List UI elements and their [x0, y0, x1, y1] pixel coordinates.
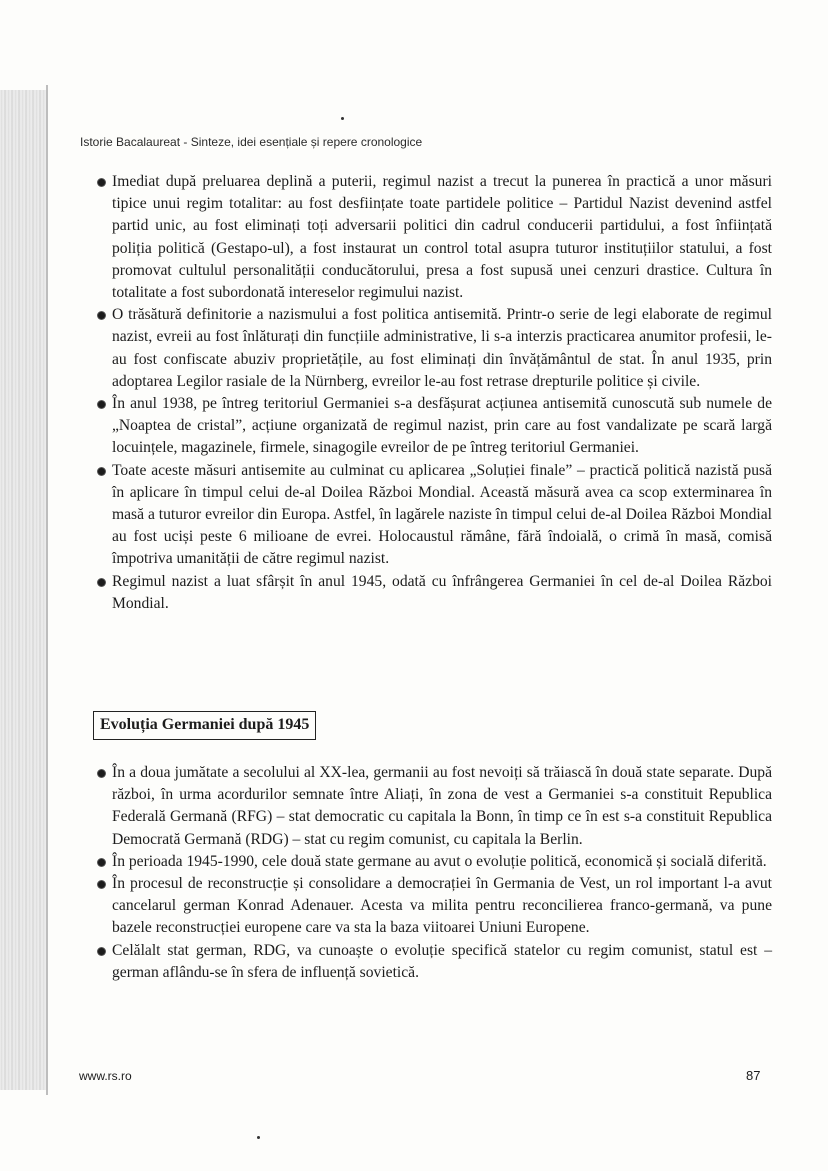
- scan-speck: [341, 117, 344, 120]
- section-post-1945: [96, 762, 772, 984]
- bullet-icon: [98, 468, 105, 475]
- list-item: [96, 873, 772, 940]
- paragraph-text: În anul 1938, pe întreg teritoriul Germaniei s-a desfășurat acțiunea antisemită cunoscută sub numele de „Noaptea de cristal”, acțiune organizată de regimul nazist, prin care au fost vandalizate pe scară largă locuințele, magazinele, firmele, sinagogile evreilor de pe întreg teritoriul Germaniei.: [112, 395, 772, 457]
- list-item: [96, 304, 772, 393]
- list-item: [96, 393, 772, 460]
- bullet-icon: [98, 881, 105, 888]
- paragraph-text: În a doua jumătate a secolului al XX-lea, germanii au fost nevoiți să trăiască în două state separate. După război, în urma acordurilor semnate între Aliați, în zona de vest a Germaniei s-a constituit Republica Federală Germană (RFG) – stat democratic cu capitala la Bonn, în timp ce în est s-a constituit Republica Democrată Germană (RDG) – stat cu regim comunist, cu capitala la Berlin.: [112, 764, 772, 848]
- paragraph-text: Regimul nazist a luat sfârșit în anul 1945, odată cu înfrângerea Germaniei în cel de-al Doilea Război Mondial.: [112, 572, 772, 612]
- bullet-icon: [98, 948, 105, 955]
- list-item: [96, 762, 772, 851]
- paragraph-text: O trăsătură definitorie a nazismului a fost politica antisemită. Printr-o serie de legi elaborate de regimul nazist, evreii au fost înlăturați din funcțiile administrative, li s-a interzis practicarea anumitor profesii, le-au fost confiscate abuziv proprietățile, au fost eliminați din învățământul de stat. În anul 1935, prin adoptarea Legilor rasiale de la Nürnberg, evreilor le-au fost retrase drepturile politice și civile.: [112, 306, 772, 390]
- list-item: [96, 571, 772, 615]
- paragraph-text: Toate aceste măsuri antisemite au culminat cu aplicarea „Soluției finale” – practică politică nazistă pusă în aplicare în timpul celui de-al Doilea Război Mondial. Această măsură avea ca scop exterminarea în masă a tuturor evreilor din Europa. Astfel, în lagărele naziste în timpul celui de-al Doilea Război Mondial au fost uciși peste 6 milioane de evrei. Holocaustul rămâne, fără îndoială, o crimă în masă, comisă împotriva umanității de către regimul nazist.: [112, 461, 772, 568]
- bullet-icon: [98, 859, 105, 866]
- running-header: Istorie Bacalaureat - Sinteze, idei esențiale și repere cronologice: [80, 135, 423, 149]
- section-nazi-regime: [96, 171, 772, 615]
- bullet-icon: [98, 312, 105, 319]
- scan-speck: [257, 1136, 260, 1139]
- list-item: [96, 851, 772, 873]
- bullet-icon: [98, 770, 105, 777]
- list-item: [96, 460, 772, 571]
- section-heading: Evoluția Germaniei după 1945: [93, 711, 316, 740]
- footer-website: www.rs.ro: [79, 1069, 132, 1083]
- list-item: [96, 171, 772, 304]
- page-number: 87: [746, 1068, 761, 1083]
- paragraph-text: Imediat după preluarea deplină a puterii, regimul nazist a trecut la punerea în practică a unor măsuri tipice unui regim totalitar: au fost desființate toate partidele politice – Partidul Nazist devenind astfel partid unic, au fost eliminați toți adversarii politici din cadrul conducerii partidului, a fost înființată poliția politică (Gestapo-ul), a fost instaurat un control total asupra tuturor instituțiilor statului, a fost promovat cultulul personalității conducătorului, presa a fost supusă unei cenzuri drastice. Cultura în totalitate a fost subordonată intereselor regimului nazist.: [112, 173, 772, 302]
- bullet-icon: [98, 179, 105, 186]
- book-binding-shadow: [0, 90, 46, 1090]
- list-item: [96, 940, 772, 984]
- paragraph-text: În procesul de reconstrucție și consolidare a democrației în Germania de Vest, un rol important l-a avut cancelarul german Konrad Adenauer. Acesta va milita pentru reconcilierea franco-germană, va pune bazele reconstrucției europene care va sta la baza viitoarei Uniuni Europene.: [112, 875, 772, 937]
- bullet-icon: [98, 401, 105, 408]
- bullet-icon: [98, 579, 105, 586]
- page-edge: [46, 85, 48, 1095]
- paragraph-text: În perioada 1945-1990, cele două state germane au avut o evoluție politică, economică și socială diferită.: [112, 852, 767, 870]
- paragraph-text: Celălalt stat german, RDG, va cunoaște o evoluție specifică statelor cu regim comunist, statul est – german aflându-se în sfera de influență sovietică.: [112, 941, 772, 981]
